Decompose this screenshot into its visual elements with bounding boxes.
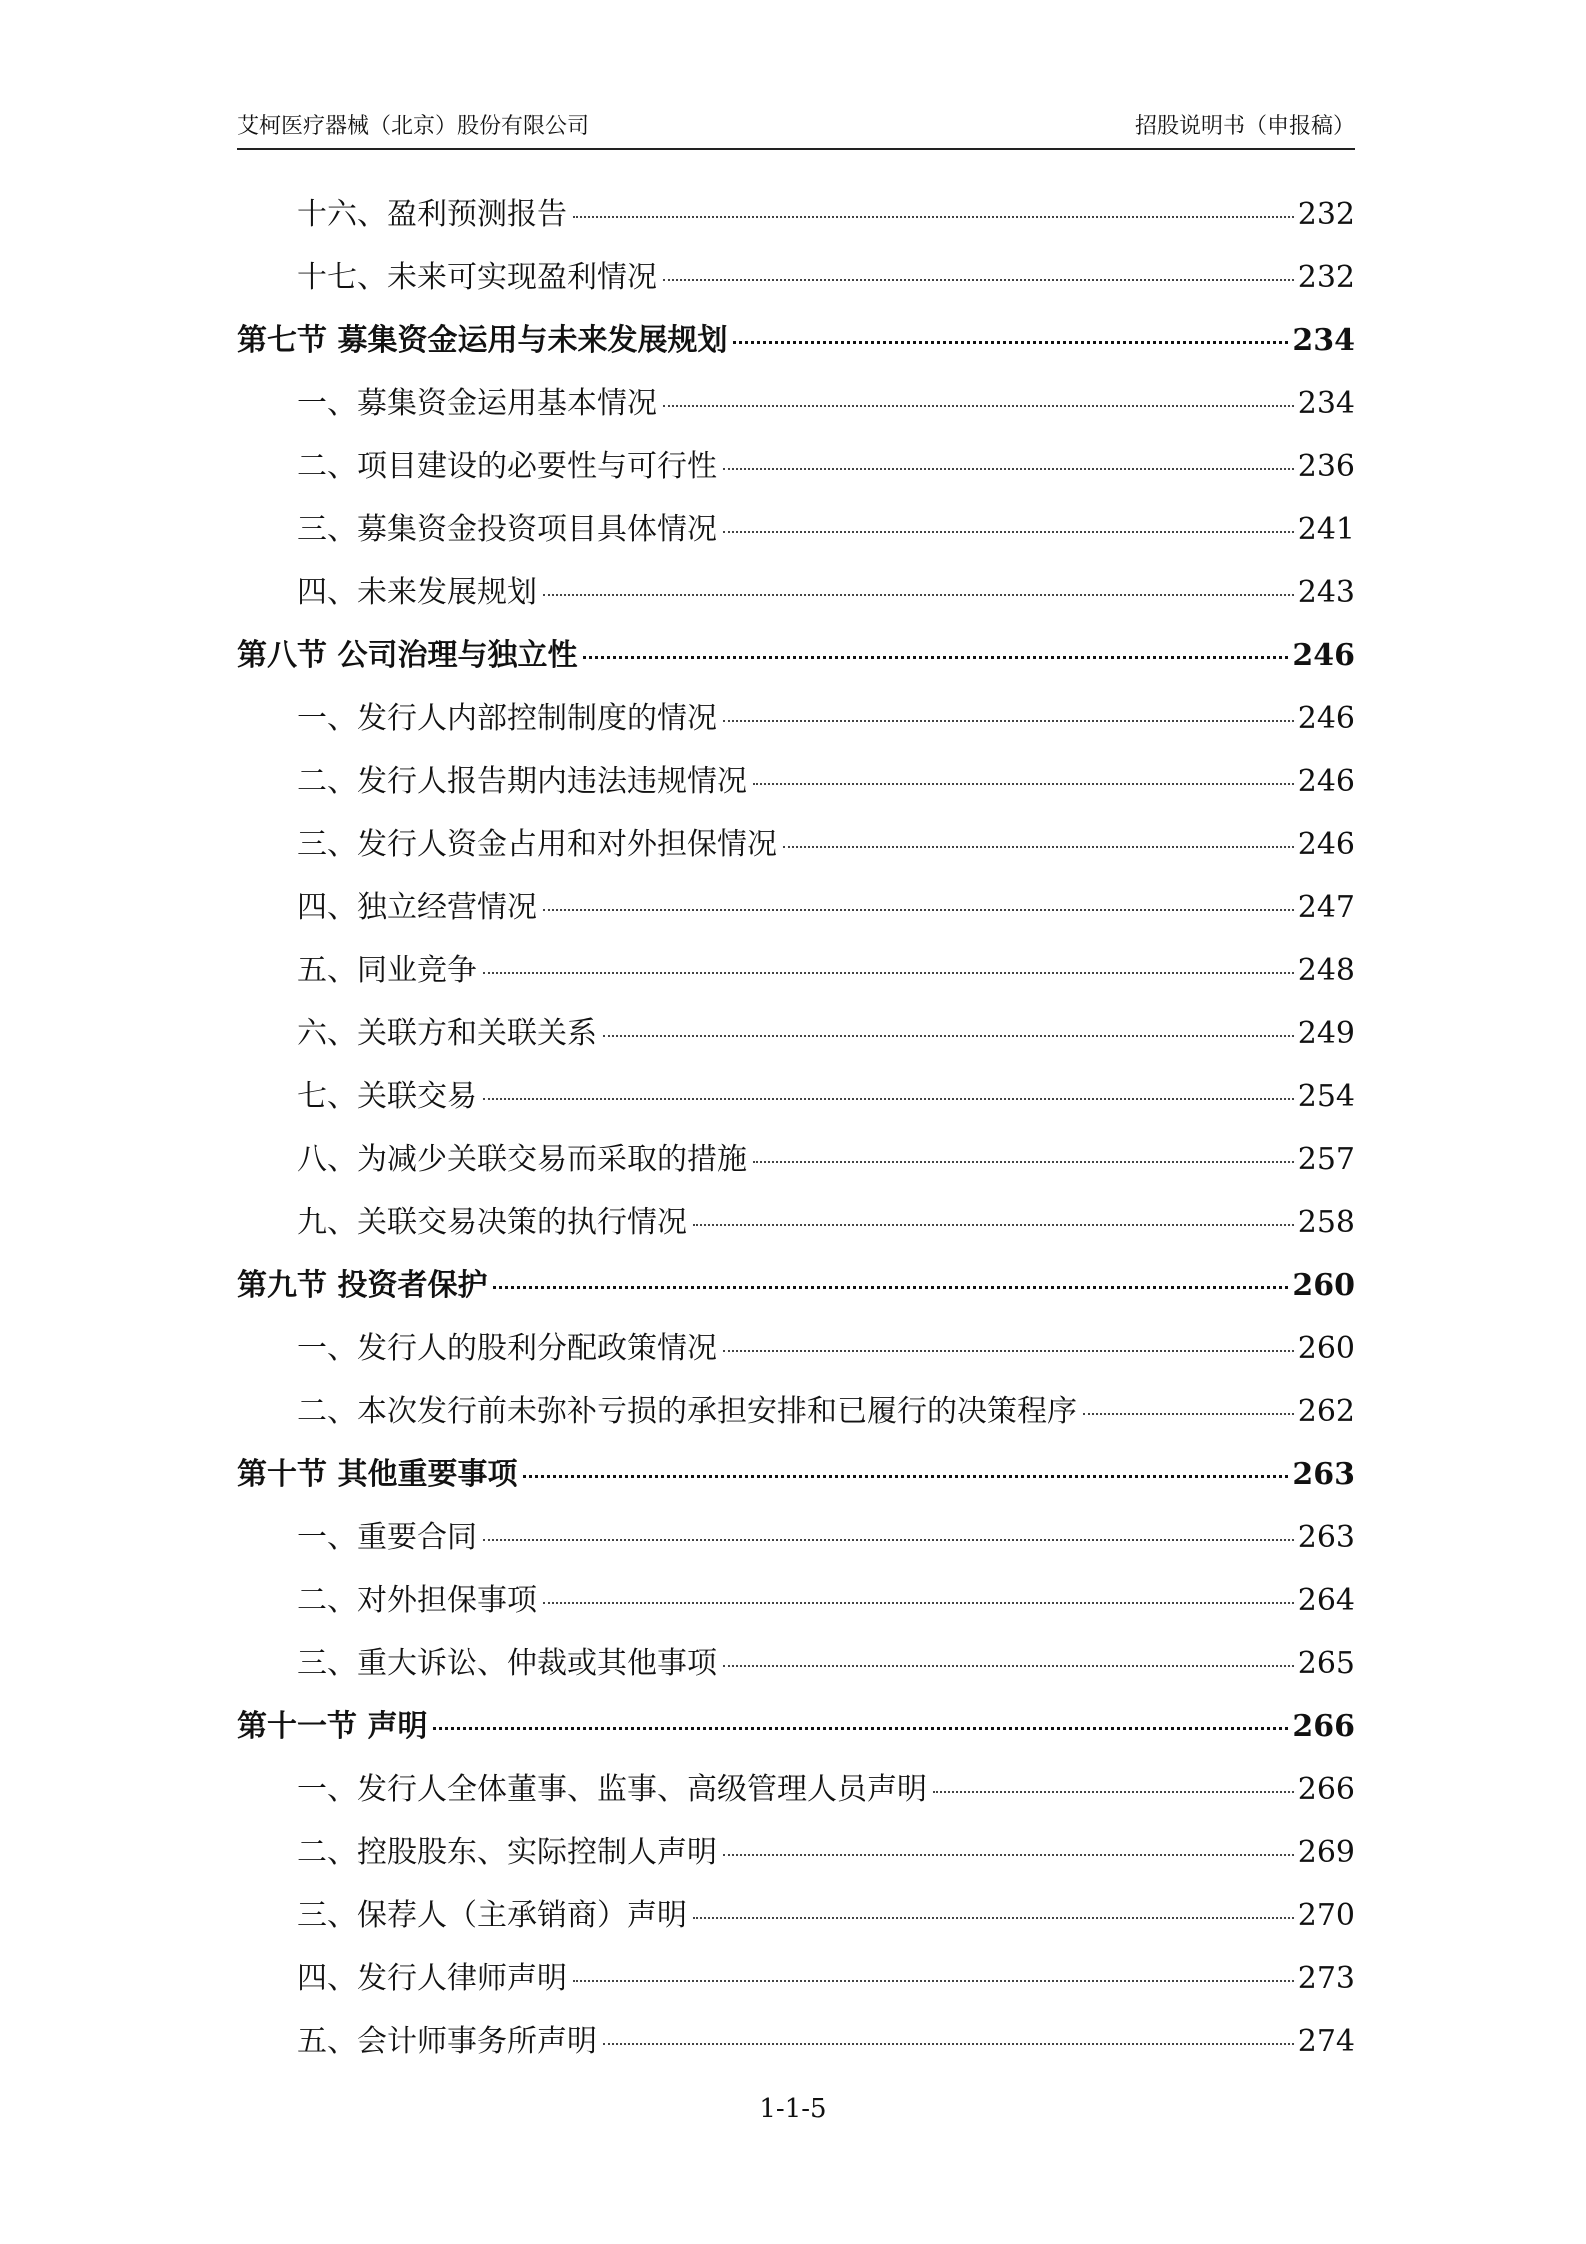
toc-section-entry[interactable] <box>237 1258 1355 1321</box>
toc-entry[interactable] <box>237 1825 1355 1888</box>
toc-entry-page-number: 270 <box>1297 1898 1355 1933</box>
toc-dot-leader <box>483 1539 1294 1541</box>
toc-entry-page-number: 236 <box>1297 449 1355 484</box>
toc-entry-title: 三、募集资金投资项目具体情况 <box>297 512 717 547</box>
toc-entry-page-number: 263 <box>1297 1520 1355 1555</box>
toc-entry[interactable] <box>237 1069 1355 1132</box>
toc-entry[interactable] <box>237 943 1355 1006</box>
toc-entry-page-number: 254 <box>1297 1079 1355 1114</box>
toc-entry[interactable] <box>237 1321 1355 1384</box>
toc-dot-leader <box>573 216 1294 218</box>
toc-entry-title: 第八节 公司治理与独立性 <box>237 638 578 673</box>
table-of-contents <box>237 187 1355 2077</box>
toc-entry-page-number: 232 <box>1297 260 1355 295</box>
toc-section-entry[interactable] <box>237 313 1355 376</box>
toc-dot-leader <box>663 405 1294 407</box>
toc-dot-leader <box>693 1917 1294 1919</box>
toc-dot-leader <box>603 1035 1294 1037</box>
toc-dot-leader <box>483 972 1294 974</box>
toc-dot-leader <box>663 279 1294 281</box>
toc-dot-leader <box>933 1791 1294 1793</box>
toc-dot-leader <box>583 656 1288 659</box>
toc-entry-page-number: 248 <box>1297 953 1355 988</box>
toc-entry-page-number: 262 <box>1297 1394 1355 1429</box>
toc-entry-page-number: 246 <box>1297 827 1355 862</box>
toc-entry[interactable] <box>237 754 1355 817</box>
toc-section-entry[interactable] <box>237 1447 1355 1510</box>
toc-entry-title: 十七、未来可实现盈利情况 <box>297 260 657 295</box>
toc-entry[interactable] <box>237 1636 1355 1699</box>
toc-entry-page-number: 274 <box>1297 2024 1355 2059</box>
toc-section-entry[interactable] <box>237 628 1355 691</box>
header-company-name: 艾柯医疗器械（北京）股份有限公司 <box>237 114 590 139</box>
toc-entry-page-number: 234 <box>1297 386 1355 421</box>
toc-dot-leader <box>483 1098 1294 1100</box>
toc-entry[interactable] <box>237 880 1355 943</box>
toc-entry-page-number: 246 <box>1292 638 1355 673</box>
toc-entry-title: 一、发行人全体董事、监事、高级管理人员声明 <box>297 1772 927 1807</box>
toc-dot-leader <box>433 1727 1288 1730</box>
toc-entry-title: 四、发行人律师声明 <box>297 1961 567 1996</box>
toc-entry-page-number: 257 <box>1297 1142 1355 1177</box>
toc-entry-title: 三、保荐人（主承销商）声明 <box>297 1898 687 1933</box>
toc-entry-title: 五、会计师事务所声明 <box>297 2024 597 2059</box>
toc-entry[interactable] <box>237 817 1355 880</box>
toc-entry-title: 二、控股股东、实际控制人声明 <box>297 1835 717 1870</box>
toc-entry-title: 一、重要合同 <box>297 1520 477 1555</box>
toc-entry-title: 十六、盈利预测报告 <box>297 197 567 232</box>
toc-entry-title: 五、同业竞争 <box>297 953 477 988</box>
toc-entry[interactable] <box>237 1384 1355 1447</box>
toc-entry[interactable] <box>237 187 1355 250</box>
toc-dot-leader <box>723 1665 1294 1667</box>
toc-dot-leader <box>573 1980 1294 1982</box>
toc-section-entry[interactable] <box>237 1699 1355 1762</box>
toc-entry-title: 一、发行人的股利分配政策情况 <box>297 1331 717 1366</box>
toc-entry-title: 三、重大诉讼、仲裁或其他事项 <box>297 1646 717 1681</box>
toc-entry-title: 六、关联方和关联关系 <box>297 1016 597 1051</box>
toc-dot-leader <box>723 531 1294 533</box>
toc-entry-title: 第九节 投资者保护 <box>237 1268 488 1303</box>
toc-entry[interactable] <box>237 502 1355 565</box>
toc-entry[interactable] <box>237 1888 1355 1951</box>
toc-entry[interactable] <box>237 1006 1355 1069</box>
toc-entry-page-number: 246 <box>1297 764 1355 799</box>
toc-entry-page-number: 266 <box>1292 1709 1355 1744</box>
toc-entry-title: 二、发行人报告期内违法违规情况 <box>297 764 747 799</box>
toc-entry-title: 一、发行人内部控制制度的情况 <box>297 701 717 736</box>
toc-dot-leader <box>693 1224 1294 1226</box>
toc-entry-page-number: 249 <box>1297 1016 1355 1051</box>
toc-entry-title: 一、募集资金运用基本情况 <box>297 386 657 421</box>
toc-entry-page-number: 258 <box>1297 1205 1355 1240</box>
toc-entry-title: 三、发行人资金占用和对外担保情况 <box>297 827 777 862</box>
toc-dot-leader <box>723 468 1294 470</box>
toc-dot-leader <box>733 341 1288 344</box>
toc-dot-leader <box>753 1161 1294 1163</box>
toc-entry-page-number: 264 <box>1297 1583 1355 1618</box>
toc-entry-page-number: 247 <box>1297 890 1355 925</box>
toc-entry[interactable] <box>237 565 1355 628</box>
toc-dot-leader <box>523 1475 1288 1478</box>
toc-entry[interactable] <box>237 1573 1355 1636</box>
toc-entry-title: 二、对外担保事项 <box>297 1583 537 1618</box>
toc-entry-page-number: 273 <box>1297 1961 1355 1996</box>
toc-dot-leader <box>753 783 1294 785</box>
toc-entry-title: 第十一节 声明 <box>237 1709 428 1744</box>
toc-entry-page-number: 243 <box>1297 575 1355 610</box>
toc-entry-title: 八、为减少关联交易而采取的措施 <box>297 1142 747 1177</box>
toc-dot-leader <box>1083 1413 1294 1415</box>
toc-entry-page-number: 260 <box>1292 1268 1355 1303</box>
toc-dot-leader <box>493 1286 1288 1289</box>
toc-entry-title: 四、独立经营情况 <box>297 890 537 925</box>
toc-dot-leader <box>723 1350 1294 1352</box>
toc-entry[interactable] <box>237 1132 1355 1195</box>
toc-dot-leader <box>723 1854 1294 1856</box>
toc-entry-page-number: 246 <box>1297 701 1355 736</box>
toc-entry-title: 第七节 募集资金运用与未来发展规划 <box>237 323 728 358</box>
toc-entry-page-number: 232 <box>1297 197 1355 232</box>
toc-entry-title: 九、关联交易决策的执行情况 <box>297 1205 687 1240</box>
toc-entry[interactable] <box>237 439 1355 502</box>
toc-dot-leader <box>603 2043 1294 2045</box>
page-header <box>237 112 1355 150</box>
toc-entry[interactable] <box>237 1195 1355 1258</box>
toc-entry[interactable] <box>237 1762 1355 1825</box>
toc-entry-title: 二、项目建设的必要性与可行性 <box>297 449 717 484</box>
toc-dot-leader <box>543 909 1294 911</box>
toc-entry-title: 第十节 其他重要事项 <box>237 1457 518 1492</box>
toc-entry-page-number: 265 <box>1297 1646 1355 1681</box>
toc-entry-page-number: 260 <box>1297 1331 1355 1366</box>
toc-entry-page-number: 263 <box>1292 1457 1355 1492</box>
toc-entry-title: 七、关联交易 <box>297 1079 477 1114</box>
toc-dot-leader <box>783 846 1294 848</box>
toc-entry-title: 二、本次发行前未弥补亏损的承担安排和已履行的决策程序 <box>297 1394 1077 1429</box>
toc-entry[interactable] <box>237 376 1355 439</box>
toc-entry-page-number: 266 <box>1297 1772 1355 1807</box>
toc-entry-page-number: 234 <box>1292 323 1355 358</box>
toc-entry[interactable] <box>237 2014 1355 2077</box>
toc-entry[interactable] <box>237 691 1355 754</box>
toc-entry[interactable] <box>237 1951 1355 2014</box>
toc-entry[interactable] <box>237 250 1355 313</box>
toc-entry[interactable] <box>237 1510 1355 1573</box>
toc-entry-page-number: 269 <box>1297 1835 1355 1870</box>
toc-dot-leader <box>543 594 1294 596</box>
toc-entry-page-number: 241 <box>1297 512 1355 547</box>
header-document-type: 招股说明书（申报稿） <box>1134 114 1355 139</box>
toc-dot-leader <box>723 720 1294 722</box>
page-number: 1-1-5 <box>759 2094 827 2124</box>
toc-entry-title: 四、未来发展规划 <box>297 575 537 610</box>
toc-dot-leader <box>543 1602 1294 1604</box>
